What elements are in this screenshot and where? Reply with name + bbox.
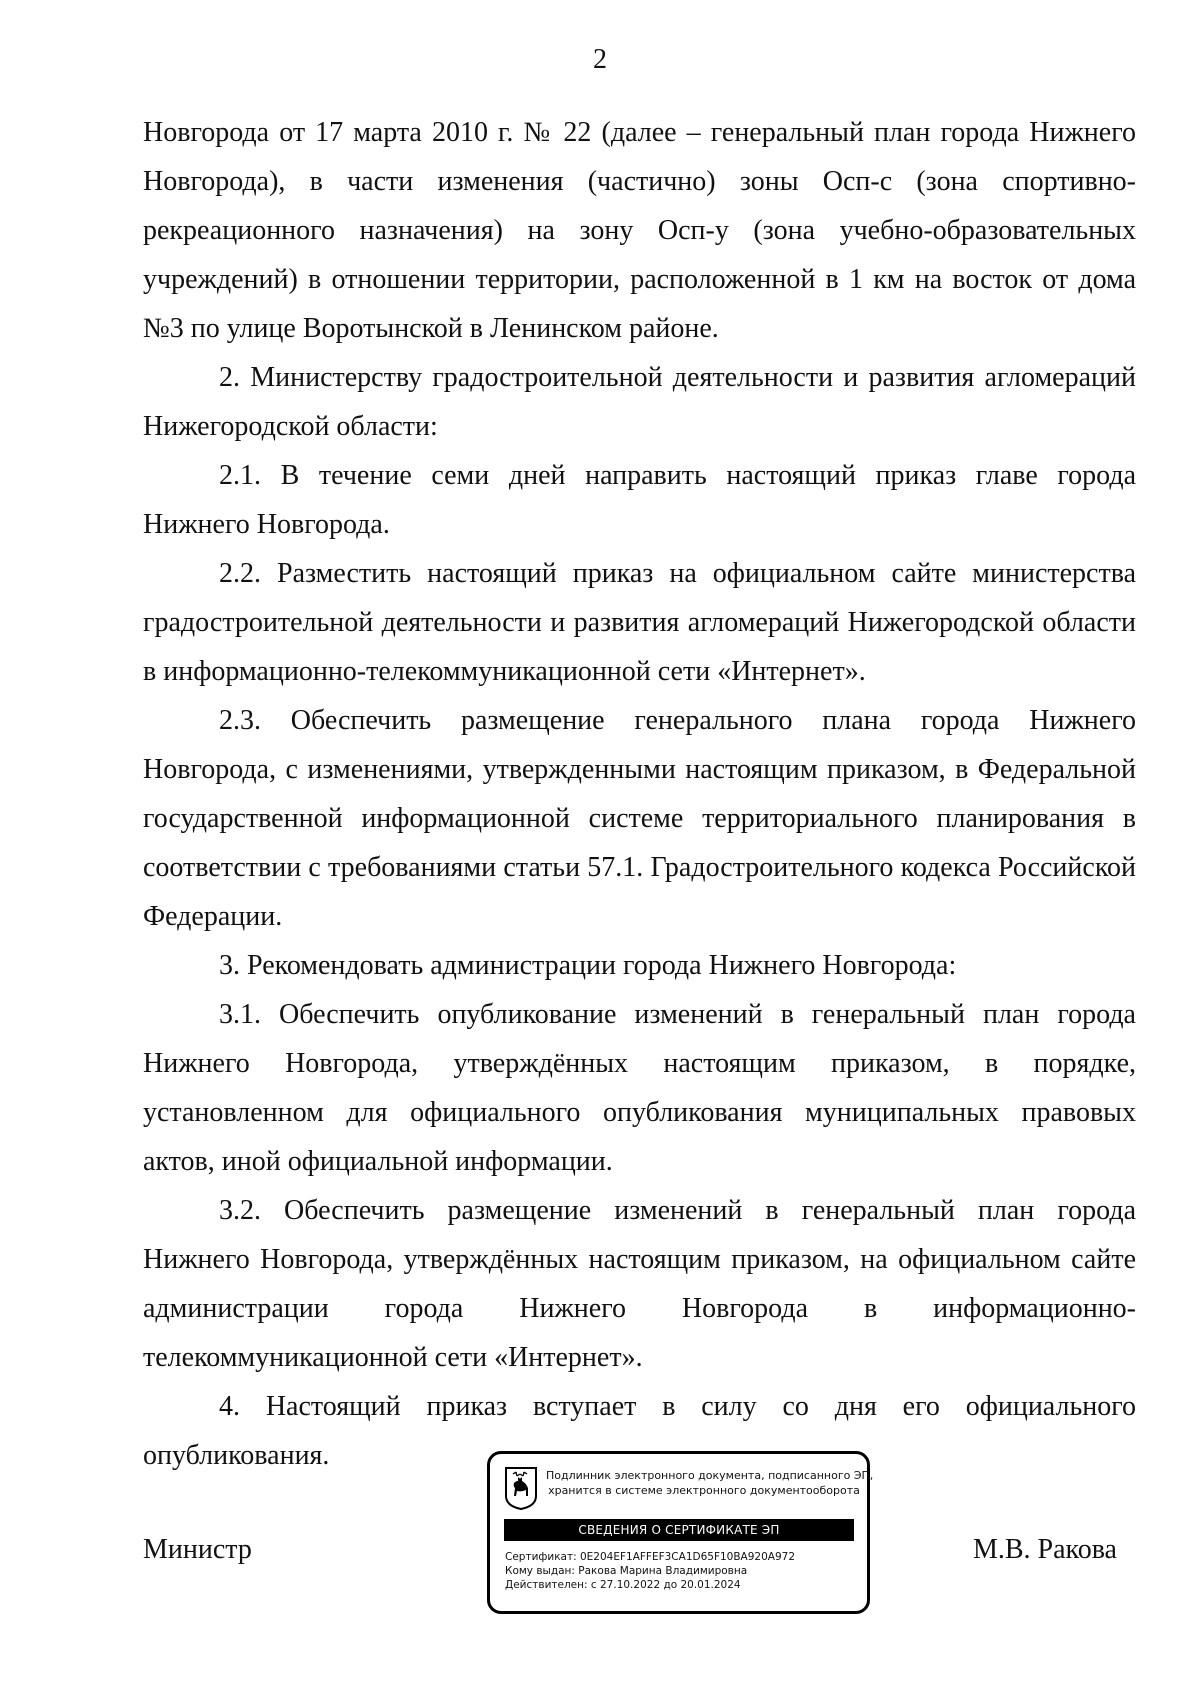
stamp-header: СВЕДЕНИЯ О СЕРТИФИКАТЕ ЭП — [504, 1519, 854, 1541]
signer-title: Министр — [143, 1534, 252, 1565]
issued-to-label: Кому выдан: — [505, 1565, 575, 1577]
paragraph-item-3-2: 3.2. Обеспечить размещение изменений в генеральный план города Нижнего Новгорода, утверждённых настоящим приказом, на официальном сайте администрации города Нижнего Новгорода в информационно-телекоммуникационной сети «Интернет». — [143, 1195, 1136, 1373]
issued-to-value: Ракова Марина Владимировна — [578, 1565, 748, 1577]
valid-row — [505, 1578, 860, 1592]
paragraph-item-2-1: 2.1. В течение семи дней направить настоящий приказ главе города Нижнего Новгорода. — [143, 460, 1136, 540]
paragraph-item-3-1: 3.1. Обеспечить опубликование изменений в генеральный план города Нижнего Новгорода, утверждённых настоящим приказом, в порядке, установленном для официального опубликования муниципальных правовых актов, иной официальной информации. — [143, 999, 1136, 1177]
paragraph-item-3: 3. Рекомендовать администрации города Нижнего Новгорода: — [219, 950, 957, 981]
deer-emblem-icon — [504, 1466, 538, 1510]
paragraph-item-4: 4. Настоящий приказ вступает в силу со дня его официального опубликования. — [143, 1391, 1136, 1471]
stamp-notice — [546, 1468, 874, 1498]
stamp-notice-line: Подлинник электронного документа, подписанного ЭП, — [546, 1469, 874, 1482]
paragraph-item-2-3: 2.3. Обеспечить размещение генерального плана города Нижнего Новгорода, с изменениями, утвержденными настоящим приказом, в Федеральной государственной информационной системе территориального планирования в соответствии с требованиями статьи 57.1. Градостроительного кодекса Российской Федерации. — [143, 705, 1136, 932]
certificate-details — [505, 1550, 860, 1592]
certificate-value: 0E204EF1AFFEF3CA1D65F10BA920A972 — [579, 1551, 796, 1563]
certificate-label: Сертификат: — [505, 1551, 577, 1563]
signer-name: М.В. Ракова — [972, 1534, 1117, 1565]
valid-value: с 27.10.2022 до 20.01.2024 — [590, 1579, 741, 1591]
paragraph-continuation: Новгорода от 17 марта 2010 г. № 22 (далее – генеральный план города Нижнего Новгорода), в части изменения (частично) зоны Осп-с (зона спортивно-рекреационного назначения) на зону Осп-у (зона учебно-образовательных учреждений) в отношении территории, расположенной в 1 км на восток от дома №3 по улице Воротынской в Ленинском районе. — [143, 117, 1136, 344]
issued-to-row — [505, 1564, 860, 1578]
stamp-notice-line: хранится в системе электронного документооборота — [548, 1484, 860, 1497]
electronic-signature-stamp — [487, 1451, 874, 1614]
paragraph-item-2-2: 2.2. Разместить настоящий приказ на официальном сайте министерства градостроительной деятельности и развития агломераций Нижегородской области в информационно-телекоммуникационной сети «Интернет». — [143, 558, 1136, 687]
certificate-row — [505, 1550, 860, 1564]
document-body — [143, 108, 1136, 1480]
paragraph-item-2: 2. Министерству градостроительной деятельности и развития агломераций Нижегородской области: — [143, 362, 1136, 442]
page-number: 2 — [593, 44, 607, 75]
valid-label: Действителен: — [505, 1579, 588, 1591]
